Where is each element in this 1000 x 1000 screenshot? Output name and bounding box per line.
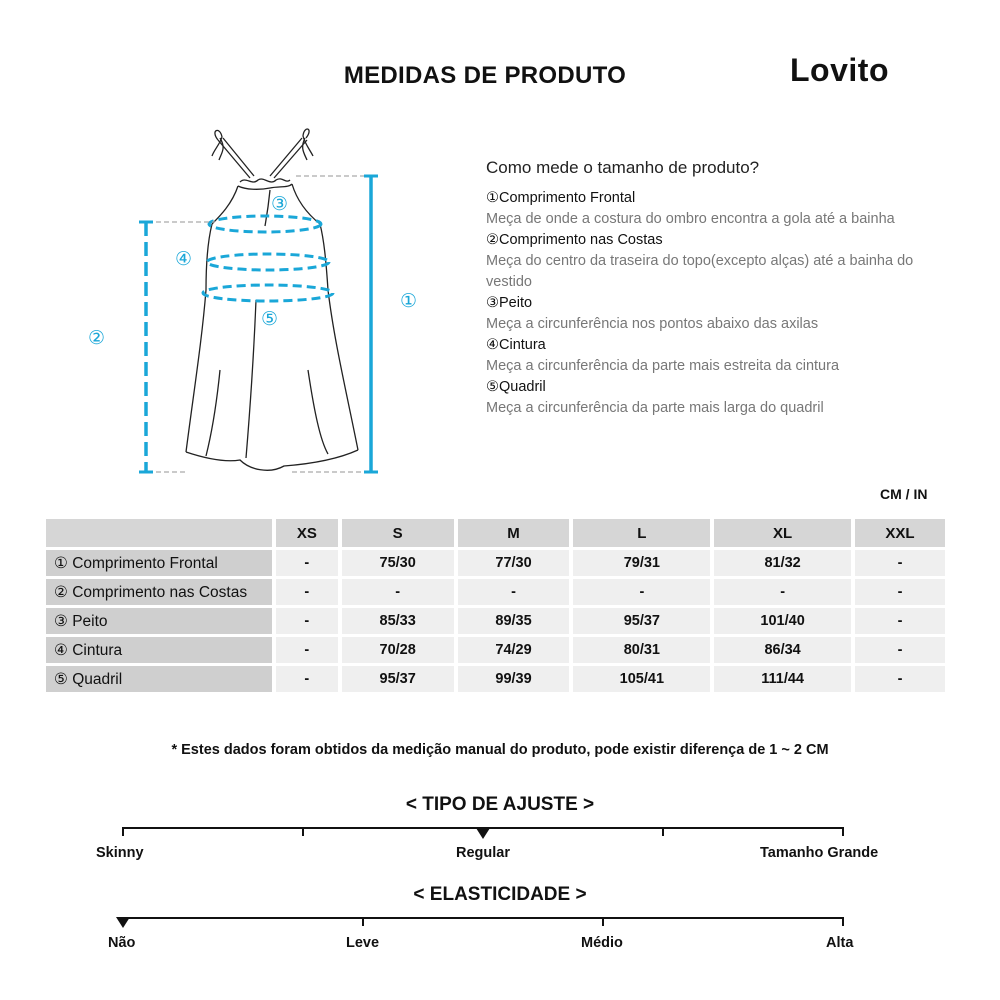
how-to-measure [486,158,946,419]
marker-hip: ⑤ [261,308,279,330]
table-cell: - [573,579,710,605]
elasticity-tick [842,917,844,926]
size-header: XXL [855,519,945,547]
size-header: XS [276,519,338,547]
table-cell: - [342,579,454,605]
table-cell: 70/28 [342,637,454,663]
table-cell: - [276,579,338,605]
table-cell: - [458,579,570,605]
table-row [46,550,945,576]
elasticity-label-medium: Médio [581,935,623,951]
row-label: ③ Peito [46,608,272,634]
table-cell: 105/41 [573,666,710,692]
fit-label-regular: Regular [456,845,510,861]
marker-back-length: ② [88,327,106,349]
table-row [46,666,945,692]
how-to-description: Meça do centro da traseira do topo(excepto alças) até a bainha do vestido [486,253,914,290]
table-cell: - [276,608,338,634]
table-cell: 95/37 [573,608,710,634]
table-cell: 99/39 [458,666,570,692]
size-table [42,516,949,695]
table-cell: - [276,637,338,663]
table-cell: 74/29 [458,637,570,663]
table-row [46,608,945,634]
table-row [46,637,945,663]
how-to-heading: ④Cintura [486,337,546,353]
row-label: ② Comprimento nas Costas [46,579,272,605]
row-label: ④ Cintura [46,637,272,663]
table-cell: 95/37 [342,666,454,692]
size-header: M [458,519,570,547]
elasticity-tick [362,917,364,926]
how-to-description: Meça de onde a costura do ombro encontra a gola até a bainha [486,211,895,227]
table-cell: - [855,579,945,605]
units-label: CM / IN [880,486,928,502]
fit-tick [842,827,844,836]
elasticity-selected-marker [116,917,130,928]
table-cell: 86/34 [714,637,851,663]
brand-logo: Lovito [790,52,889,88]
table-header-row [46,519,945,547]
table-cell: 81/32 [714,550,851,576]
how-to-description: Meça a circunferência da parte mais larga do quadril [486,400,824,416]
marker-chest: ③ [271,193,289,215]
table-cell: 89/35 [458,608,570,634]
how-to-heading: ②Comprimento nas Costas [486,232,663,248]
table-cell: 80/31 [573,637,710,663]
fit-tick [302,827,304,836]
table-cell: 101/40 [714,608,851,634]
fit-label-large: Tamanho Grande [760,845,879,861]
how-to-question: Como mede o tamanho de produto? [486,158,760,177]
how-to-description: Meça a circunferência da parte mais estreita da cintura [486,358,840,374]
row-label: ⑤ Quadril [46,666,272,692]
measurement-note: * Estes dados foram obtidos da medição manual do produto, pode existir diferença de 1 ~ 2 CM [171,742,829,758]
table-cell: 79/31 [573,550,710,576]
measurement-lines [203,216,333,301]
table-row [46,579,945,605]
how-to-description: Meça a circunferência nos pontos abaixo das axilas [486,316,819,332]
size-header: XL [714,519,851,547]
how-to-heading: ③Peito [486,295,533,311]
how-to-heading: ⑤Quadril [486,379,546,395]
fit-tick [662,827,664,836]
fit-tick [122,827,124,836]
table-cell: - [714,579,851,605]
dress-diagram [70,120,450,490]
elasticity-label-high: Alta [826,935,854,951]
elasticity-label-light: Leve [346,935,380,951]
marker-front-length: ① [400,290,418,312]
table-cell: 75/30 [342,550,454,576]
page-title: MEDIDAS DE PRODUTO [343,62,627,89]
row-label: ① Comprimento Frontal [46,550,272,576]
elasticity-tick [602,917,604,926]
table-cell: 85/33 [342,608,454,634]
fit-title: < TIPO DE AJUSTE > [405,794,595,815]
table-corner [46,519,272,547]
fit-label-skinny: Skinny [96,845,144,861]
elasticity-title: < ELASTICIDADE > [413,884,587,905]
table-cell: - [276,550,338,576]
marker-waist: ④ [175,248,193,270]
table-cell: - [855,608,945,634]
table-cell: 111/44 [714,666,851,692]
how-to-heading: ①Comprimento Frontal [486,190,636,206]
size-header: L [573,519,710,547]
table-cell: - [855,666,945,692]
table-cell: - [855,550,945,576]
table-cell: 77/30 [458,550,570,576]
fit-selected-marker [476,828,490,839]
table-cell: - [276,666,338,692]
elasticity-scale-line [123,917,844,919]
table-cell: - [855,637,945,663]
elasticity-label-none: Não [108,935,136,951]
size-header: S [342,519,454,547]
